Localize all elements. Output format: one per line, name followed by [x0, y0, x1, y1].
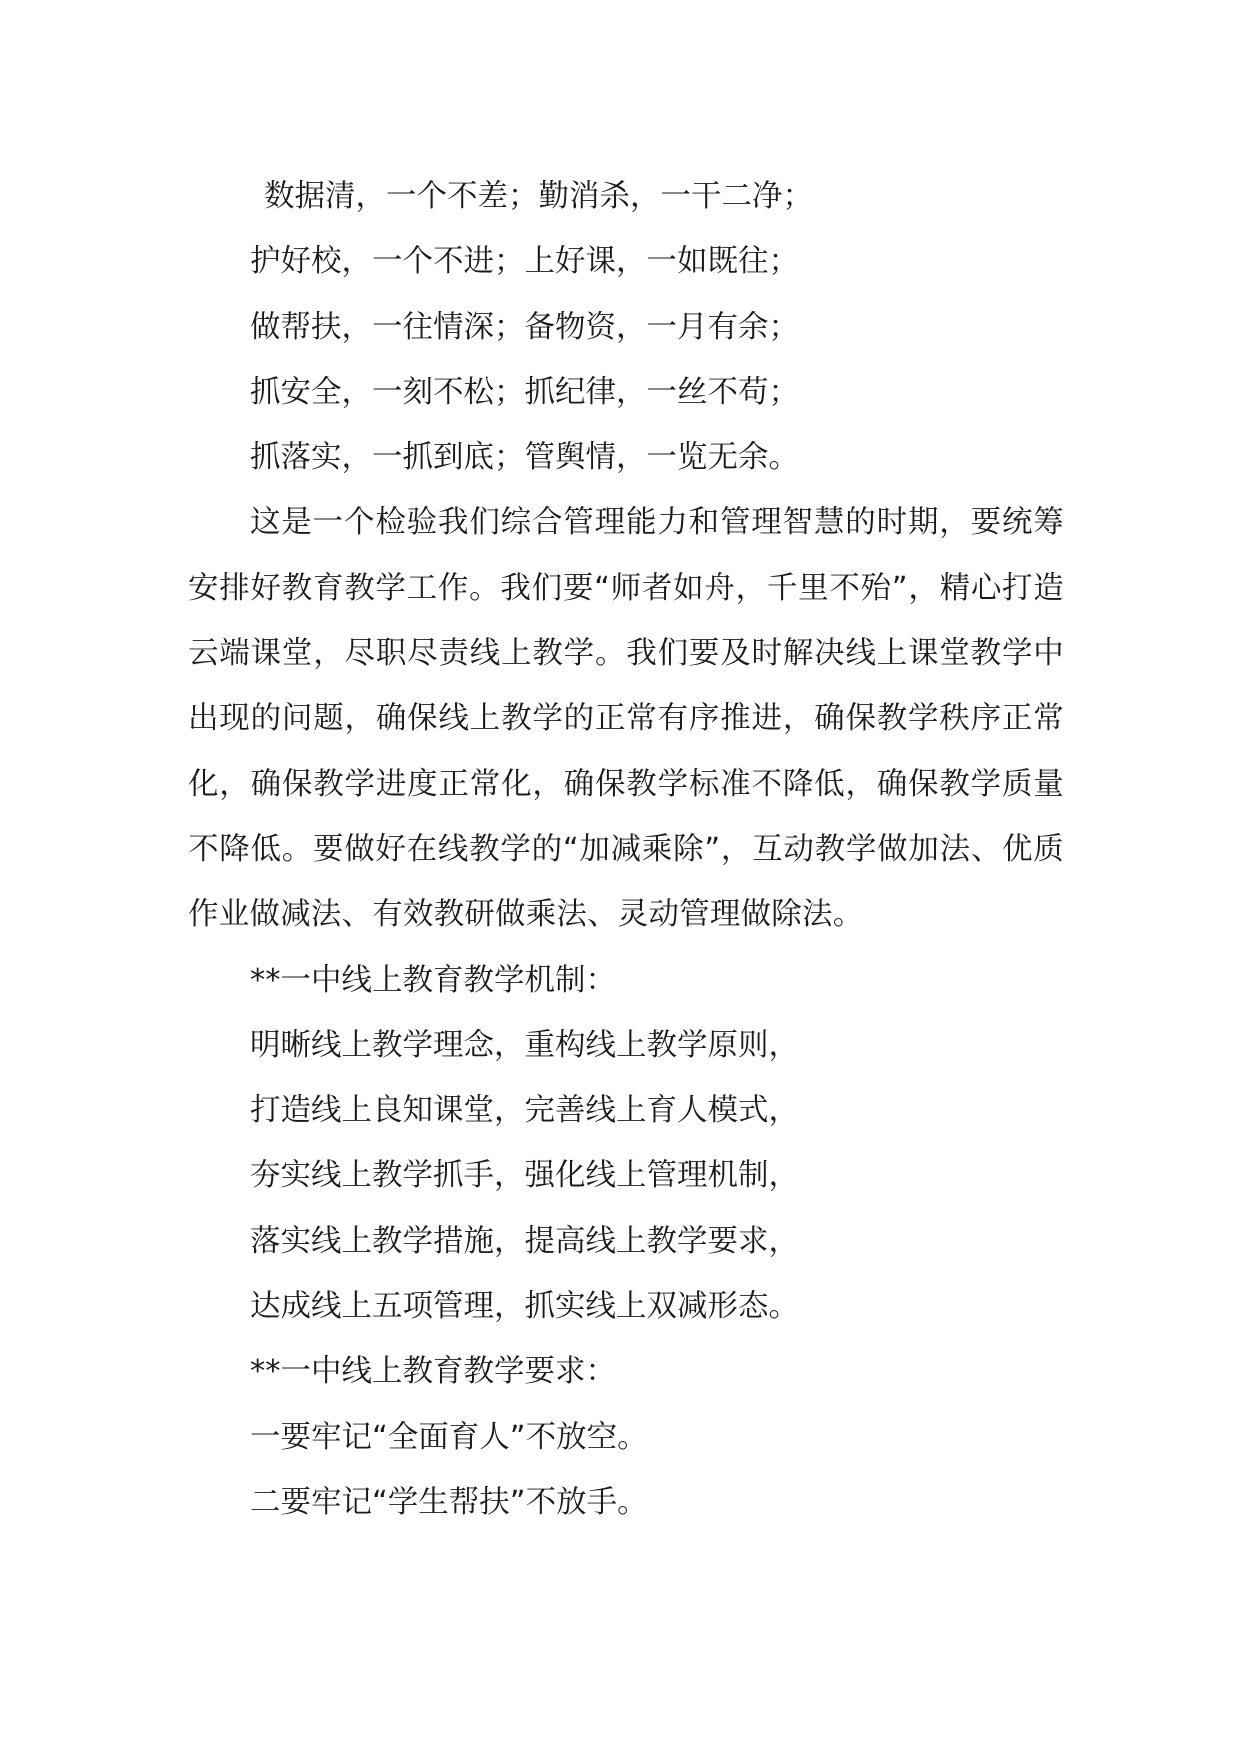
requirements-heading: **一中线上教育教学要求： [250, 1354, 616, 1390]
verse-line: 抓落实，一抓到底；管舆情，一览无余。 [250, 440, 799, 476]
mechanism-line: 落实线上教学措施，提高线上教学要求， [250, 1223, 799, 1259]
verse-line: 护好校，一个不进；上好课，一如既往； [250, 244, 799, 280]
document-body [188, 164, 1064, 1535]
mechanism-line: 明晰线上教学理念，重构线上教学原则， [250, 1027, 799, 1063]
mechanism-line: 达成线上五项管理，抓实线上双减形态。 [250, 1289, 799, 1325]
verse-line: 做帮扶，一往情深；备物资，一月有余； [250, 309, 799, 345]
requirement-line: 二要牢记“学生帮扶”不放手。 [250, 1484, 648, 1520]
verse-line: 抓安全，一刻不松；抓纪律，一丝不苟； [250, 374, 799, 410]
body-paragraph: 这是一个检验我们综合管理能力和管理智慧的时期，要统筹安排好教育教学工作。我们要“师者如舟，千里不殆”，精心打造云端课堂，尽职尽责线上教学。我们要及时解决线上课堂教学中出现的问题，确保线上教学的正常有序推进，确保教学秩序正常化，确保教学进度正常化，确保教学标准不降低，确保教学质量不降低。要做好在线教学的“加减乘除”，互动教学做加法、优质作业做减法、有效教研做乘法、灵动管理做除法。 [188, 505, 1064, 933]
mechanism-heading: **一中线上教育教学机制： [250, 962, 616, 998]
verse-line: 数据清，一个不差；勤消杀，一干二净； [264, 179, 813, 214]
mechanism-line: 打造线上良知课堂，完善线上育人模式， [250, 1093, 799, 1129]
requirement-line: 一要牢记“全面育人”不放空。 [250, 1419, 648, 1455]
mechanism-line: 夯实线上教学抓手，强化线上管理机制， [250, 1158, 799, 1194]
